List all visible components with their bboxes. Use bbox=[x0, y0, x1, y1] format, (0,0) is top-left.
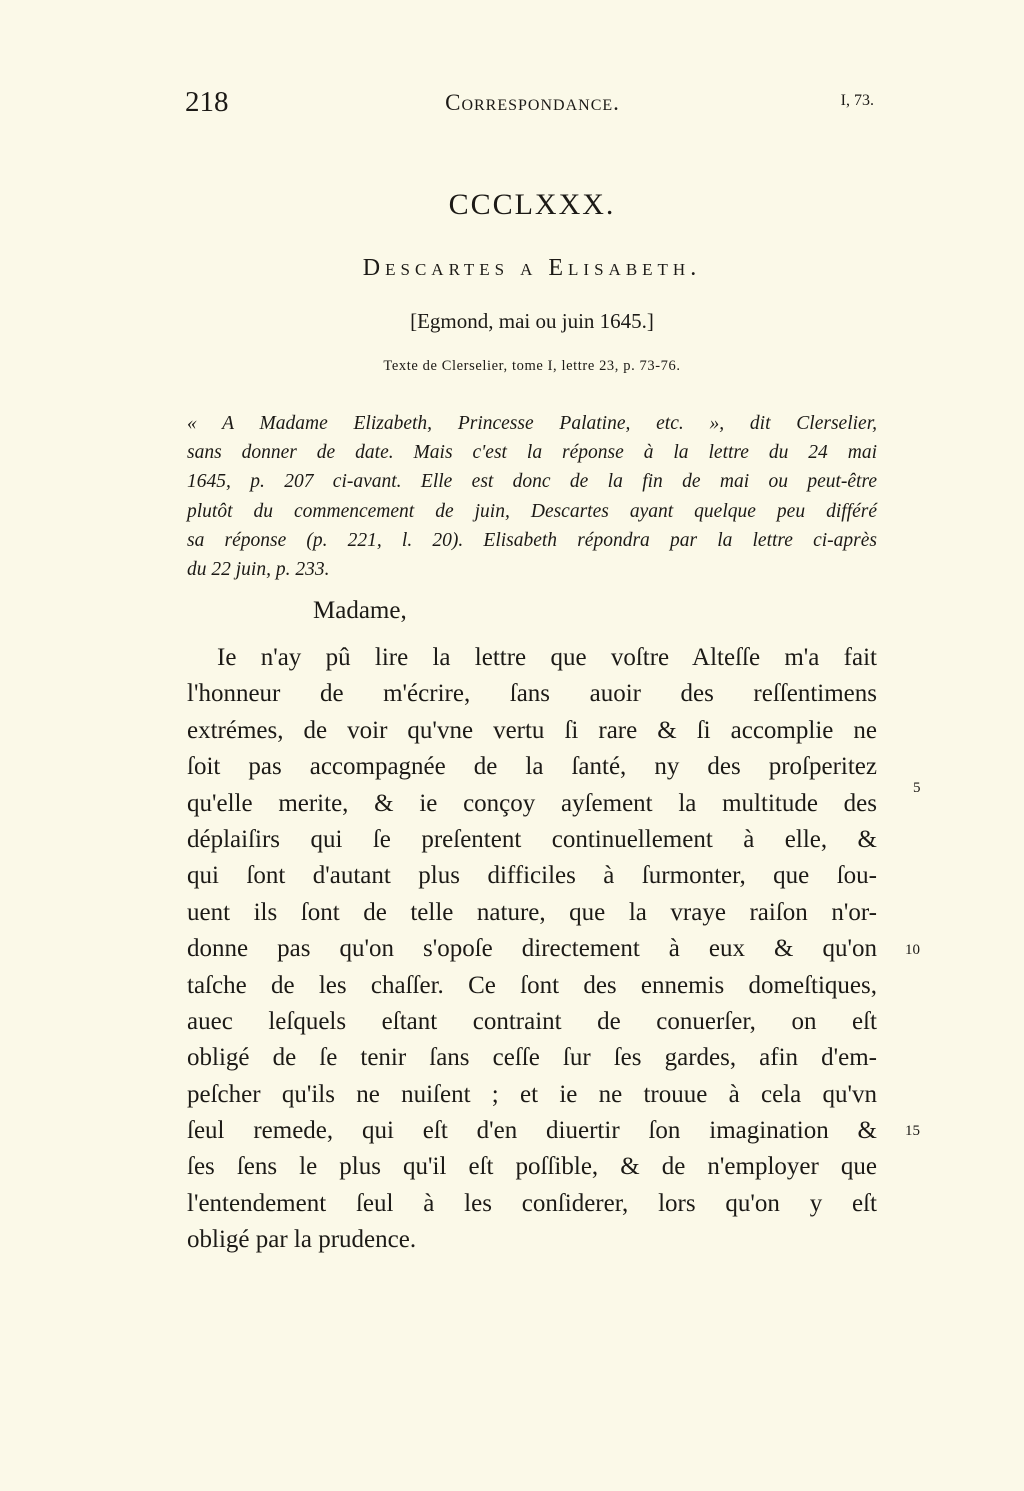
editor-note-line: du 22 juin, p. 233. bbox=[187, 558, 330, 580]
body-line: uent ils ſont de telle nature, que la vraye raiſon n'or- bbox=[187, 898, 877, 926]
editor-note-line: plutôt du commencement de juin, Descartes ayant quelque peu différé bbox=[187, 500, 877, 522]
line-number-marker: 5 bbox=[913, 780, 921, 796]
body-line: déplaiſirs qui ſe preſentent continuellement à elle, & bbox=[187, 825, 877, 853]
body-line: qui ſont d'autant plus difficiles à ſurmonter, que ſou- bbox=[187, 862, 877, 890]
body-line: obligé par la prudence. bbox=[187, 1226, 417, 1254]
salutation: Madame, bbox=[313, 597, 407, 624]
line-number-marker: 10 bbox=[905, 942, 920, 958]
editor-note bbox=[187, 409, 877, 584]
body-line: ſoit pas accompagnée de la ſanté, ny des proſperitez bbox=[187, 753, 877, 781]
source-note: Texte de Clerselier, tome I, lettre 23, p. 73-76. bbox=[383, 358, 681, 374]
letter-body bbox=[187, 640, 877, 1259]
editor-note-line: sa réponse (p. 221, l. 20). Elisabeth répondra par la lettre ci-après bbox=[187, 529, 877, 551]
body-line: l'honneur de m'écrire, ſans auoir des reſſentimens bbox=[187, 680, 877, 708]
body-line: obligé de ſe tenir ſans ceſſe ſur ſes gardes, afin d'em- bbox=[187, 1044, 877, 1072]
body-line: extrémes, de voir qu'vne vertu ſi rare & ſi accomplie ne bbox=[187, 716, 877, 744]
body-line: Ie n'ay pû lire la lettre que voſtre Alteſſe m'a fait bbox=[217, 644, 877, 671]
body-line: ſeul remede, qui eſt d'en diuertir ſon imagination & bbox=[187, 1117, 877, 1145]
body-line: peſcher qu'ils ne nuiſent ; et ie ne trouue à cela qu'vn bbox=[187, 1080, 877, 1108]
editor-note-line: 1645, p. 207 ci-avant. Elle est donc de la fin de mai ou peut-être bbox=[187, 471, 877, 493]
page-number: 218 bbox=[185, 86, 229, 118]
body-line: ſes ſens le plus qu'il eſt poſſible, & de n'employer que bbox=[187, 1153, 877, 1181]
body-line: l'entendement ſeul à les conſiderer, lors qu'on y eſt bbox=[187, 1189, 877, 1217]
page-reference: I, 73. bbox=[840, 92, 874, 109]
body-line: taſche de les chaſſer. Ce ſont des ennemis domeſtiques, bbox=[187, 971, 877, 999]
line-number-marker: 15 bbox=[905, 1123, 920, 1139]
body-line: auec leſquels eſtant contraint de conuerſer, on eſt bbox=[187, 1007, 877, 1035]
body-line: donne pas qu'on s'opoſe directement à eux & qu'on bbox=[187, 935, 877, 963]
letter-date-place: [Egmond, mai ou juin 1645.] bbox=[410, 309, 654, 333]
letter-heading: Descartes a Elisabeth. bbox=[362, 255, 702, 281]
editor-note-line: sans donner de date. Mais c'est la réponse à la lettre du 24 mai bbox=[187, 442, 877, 464]
body-line: qu'elle merite, & ie conçoy ayſement la multitude des bbox=[187, 789, 877, 817]
letter-number: CCCLXXX. bbox=[448, 188, 616, 221]
running-title: Correspondance. bbox=[445, 90, 620, 115]
editor-note-line: « A Madame Elizabeth, Princesse Palatine, etc. », dit Clerselier, bbox=[187, 413, 877, 434]
running-head bbox=[185, 86, 880, 118]
